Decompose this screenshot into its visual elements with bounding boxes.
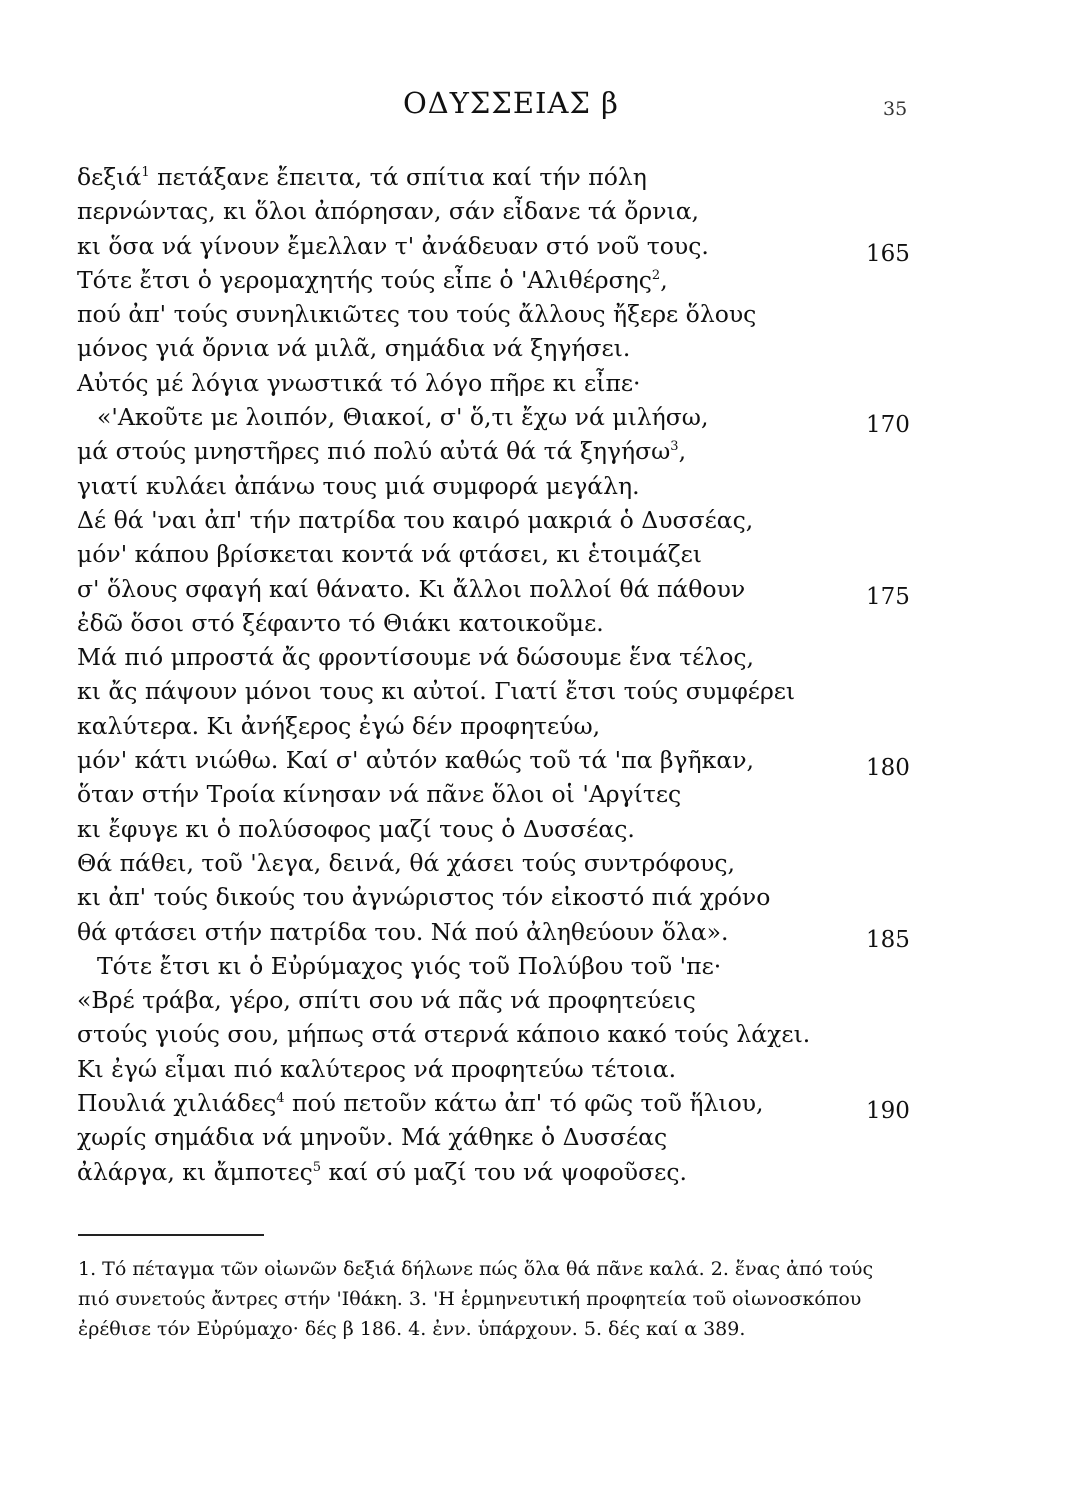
verse-line	[0, 743, 1085, 782]
line-number: 180	[866, 755, 910, 782]
verse-line	[0, 469, 1085, 503]
verse-line	[0, 1052, 1085, 1086]
verse-line	[0, 915, 1085, 953]
running-title: ΟΔΥΣΣΕΙΑΣ β	[403, 86, 619, 120]
verse-text: μόνος γιά ὄρνια νά μιλᾶ, σημάδια νά ξηγήσει.	[77, 334, 631, 363]
verse-text: μόν' κάτι νιώθω. Καί σ' αὐτόν καθώς τοῦ τά 'πα βγῆκαν,	[77, 746, 754, 775]
line-number: 165	[866, 240, 910, 267]
line-number: 185	[866, 926, 910, 953]
verse-line	[0, 1086, 1085, 1125]
verse-line	[0, 503, 1085, 537]
verse-line	[0, 846, 1085, 880]
verse-line	[0, 572, 1085, 610]
verse-block	[0, 160, 1085, 1189]
verse-line	[0, 1155, 1085, 1189]
verse-line	[0, 160, 1085, 194]
verse-text: κι ὅσα νά γίνουν ἔμελλαν τ' ἀνάδευαν στό νοῦ τους.	[77, 231, 709, 260]
verse-text: Θά πάθει, τοῦ 'λεγα, δεινά, θά χάσει τούς συντρόφους,	[77, 848, 735, 877]
verse-line	[0, 983, 1085, 1017]
verse-line	[0, 949, 1085, 983]
verse-text: ὅταν στήν Τροία κίνησαν νά πᾶνε ὅλοι οἱ 'Αργίτες	[77, 780, 682, 809]
page-number: 35	[883, 98, 908, 120]
verse-line	[0, 434, 1085, 468]
line-number: 175	[866, 583, 910, 610]
verse-text: κι ἄς πάψουν μόνοι τους κι αὐτοί. Γιατί ἔτσι τούς συμφέρει	[77, 677, 796, 706]
verse-text: ἀλάργα, κι ἄμποτες$^5$ καί σύ μαζί του νά ψοφοῦσες.	[77, 1157, 687, 1186]
verse-text: σ' ὅλους σφαγή καί θάνατο. Κι ἄλλοι πολλοί θά πάθουν	[77, 574, 746, 603]
verse-line	[0, 229, 1085, 267]
verse-text: κι ἔφυγε κι ὁ πολύσοφος μαζί τους ὁ Δυσσέας.	[77, 814, 635, 843]
footnote-line: ἐρέθισε τόν Εὐρύμαχο· δές β 186. 4. ἐνν. ὑπάρχουν. 5. δές καί α 389.	[78, 1318, 746, 1340]
verse-line	[0, 1120, 1085, 1154]
verse-text: περνώντας, κι ὅλοι ἀπόρησαν, σάν εἶδανε τά ὄρνια,	[77, 197, 700, 226]
verse-text: γιατί κυλάει ἀπάνω τους μιά συμφορά μεγάλη.	[77, 471, 640, 500]
verse-text: δεξιά$^1$ πετάξανε ἔπειτα, τά σπίτια καί τήν πόλη	[77, 163, 647, 191]
footnotes	[78, 1254, 938, 1344]
verse-line	[0, 674, 1085, 708]
footnote-line: 1. Τό πέταγμα τῶν οἰωνῶν δεξιά δήλωνε πώς ὅλα θά πᾶνε καλά. 2. ἕνας ἀπό τούς	[78, 1258, 874, 1280]
verse-line	[0, 1017, 1085, 1051]
verse-line	[0, 606, 1085, 640]
verse-text: μά στούς μνηστῆρες πιό πολύ αὐτά θά τά ξηγήσω$^3$,	[77, 437, 687, 466]
verse-text: στούς γιούς σου, μήπως στά στερνά κάποιο κακό τούς λάχει.	[77, 1020, 811, 1049]
footnote-marker: 1	[141, 165, 150, 180]
verse-text: πού ἀπ' τούς συνηλικιῶτες του τούς ἄλλους ἤξερε ὅλους	[77, 300, 757, 329]
footnote-marker: 3	[670, 439, 679, 455]
verse-line	[0, 194, 1085, 228]
verse-text: κι ἀπ' τούς δικούς του ἀγνώριστος τόν εἰκοστό πιά χρόνο	[77, 883, 771, 912]
verse-text: μόν' κάπου βρίσκεται κοντά νά φτάσει, κι ἑτοιμάζει	[77, 540, 703, 569]
verse-text: Μά πιό μπροστά ἄς φροντίσουμε νά δώσουμε ἕνα τέλος,	[77, 643, 754, 672]
footnote-marker: 2	[651, 267, 661, 283]
verse-text: χωρίς σημάδια νά μηνοῦν. Μά χάθηκε ὁ Δυσσέας	[77, 1123, 668, 1152]
verse-line	[0, 537, 1085, 571]
verse-text: Πουλιά χιλιάδες$^4$ πού πετοῦν κάτω ἀπ' τό φῶς τοῦ ἥλιου,	[77, 1089, 764, 1118]
verse-text: Κι ἐγώ εἶμαι πιό καλύτερος νά προφητεύω τέτοια.	[77, 1054, 677, 1083]
verse-line	[0, 400, 1085, 439]
verse-line	[0, 263, 1085, 297]
verse-line	[0, 812, 1085, 846]
footnote-marker: 5	[312, 1159, 322, 1175]
verse-line	[0, 366, 1085, 400]
verse-text: ἐδῶ ὅσοι στό ξέφαντο τό Θιάκι κατοικοῦμε.	[77, 608, 604, 637]
verse-text: καλύτερα. Κι ἀνήξερος ἐγώ δέν προφητεύω,	[77, 711, 601, 740]
verse-text: «Βρέ τράβα, γέρο, σπίτι σου νά πᾶς νά προφητεύεις	[77, 986, 696, 1015]
verse-line	[0, 331, 1085, 365]
line-number: 190	[866, 1098, 910, 1125]
verse-line	[0, 297, 1085, 331]
verse-text: θά φτάσει στήν πατρίδα του. Νά πού ἀληθεύουν ὅλα».	[77, 917, 729, 946]
verse-line	[0, 640, 1085, 674]
verse-line	[0, 880, 1085, 914]
line-number: 170	[866, 412, 910, 439]
verse-text: Τότε ἔτσι κι ὁ Εὐρύμαχος γιός τοῦ Πολύβου τοῦ 'πε·	[97, 951, 722, 980]
verse-text: «'Ακοῦτε με λοιπόν, Θιακοί, σ' ὅ,τι ἔχω νά μιλήσω,	[97, 403, 709, 432]
verse-line	[0, 777, 1085, 811]
footnote-marker: 4	[276, 1091, 285, 1107]
footnote-divider	[78, 1234, 264, 1236]
verse-text: Τότε ἔτσι ὁ γερομαχητής τούς εἶπε ὁ 'Αλιθέρσης$^2$,	[77, 265, 668, 294]
footnote-line: πιό συνετούς ἄντρες στήν 'Ιθάκη. 3. 'Η ἑρμηνευτική προφητεία τοῦ οἰωνοσκόπου	[78, 1288, 862, 1310]
verse-text: Δέ θά 'ναι ἀπ' τήν πατρίδα του καιρό μακριά ὁ Δυσσέας,	[77, 505, 754, 534]
verse-text: Αὐτός μέ λόγια γνωστικά τό λόγο πῆρε κι εἶπε·	[77, 368, 641, 397]
verse-line	[0, 709, 1085, 743]
